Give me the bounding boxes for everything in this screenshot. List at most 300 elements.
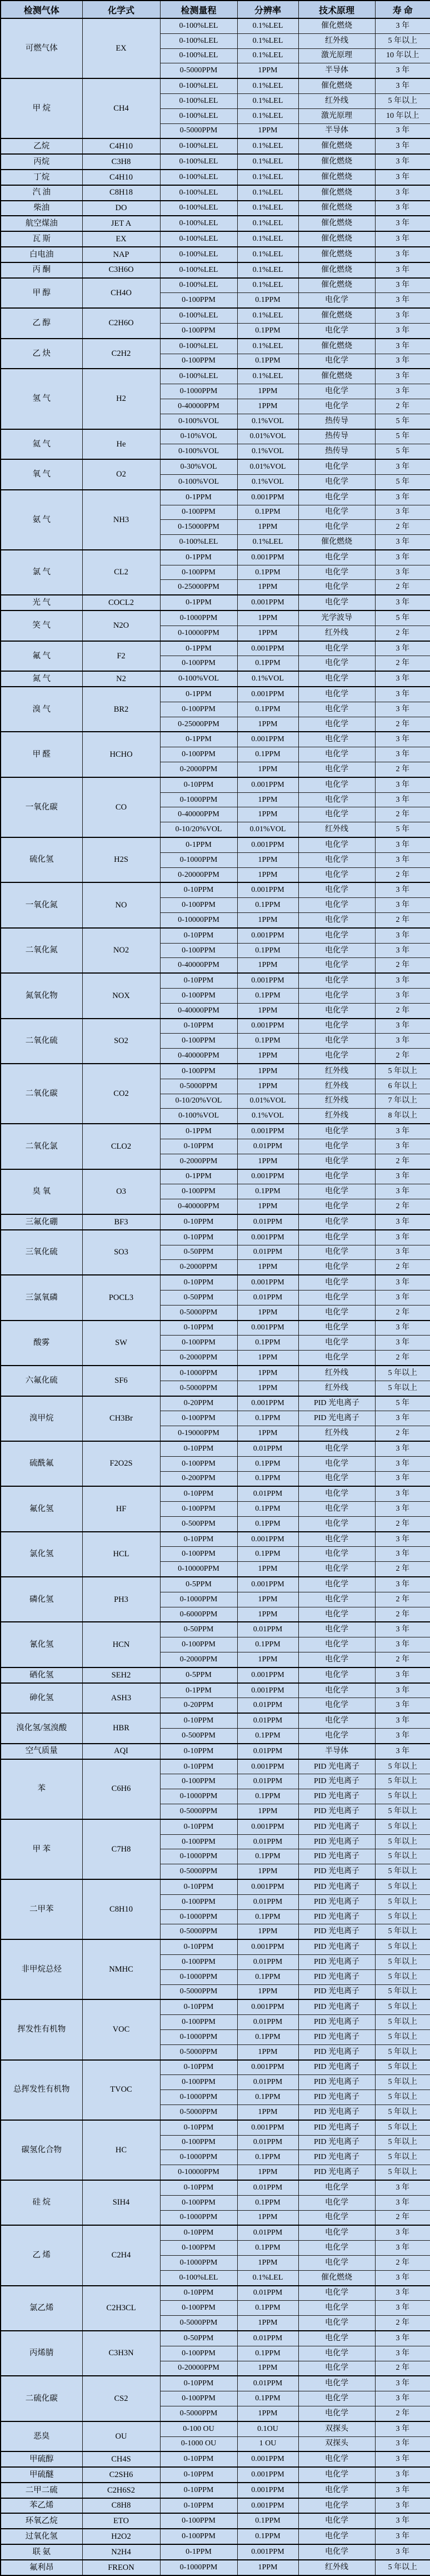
- principle-cell: 电化学: [298, 867, 375, 882]
- resolution-cell: 0.001PPM: [237, 1879, 298, 1894]
- range-cell: 0-100 OU: [160, 2421, 237, 2436]
- gas-group-row: [1, 1759, 430, 1774]
- resolution-cell: 1PPM: [237, 913, 298, 928]
- range-cell: 0-100%LEL: [160, 308, 237, 323]
- range-cell: 0-100PPM: [160, 2195, 237, 2210]
- principle-cell: 电化学: [298, 1729, 375, 1744]
- formula-cell: CO2: [82, 1064, 160, 1124]
- range-cell: 0-5000PPM: [160, 63, 237, 78]
- range-cell: 0-100%LEL: [160, 201, 237, 216]
- resolution-cell: 0.001PPM: [237, 641, 298, 656]
- range-cell: 0-10PPM: [160, 1230, 237, 1245]
- range-cell: 0-40000PPM: [160, 958, 237, 973]
- lifespan-cell: 3 年: [375, 973, 430, 988]
- resolution-cell: 0.1%LEL: [237, 216, 298, 231]
- gas-name-cell: 二甲二硫: [1, 2483, 82, 2498]
- range-cell: 0-50PPM: [160, 2331, 237, 2346]
- range-cell: 0-1PPM: [160, 595, 237, 611]
- range-cell: 0-100%LEL: [160, 535, 237, 550]
- resolution-cell: 0.1PPM: [237, 898, 298, 913]
- formula-cell: HBR: [82, 1713, 160, 1744]
- principle-cell: 电化学: [298, 656, 375, 671]
- resolution-cell: 1PPM: [237, 867, 298, 882]
- range-cell: 0-20PPM: [160, 1698, 237, 1713]
- lifespan-cell: 3 年: [375, 852, 430, 867]
- resolution-cell: 0.01PPM: [237, 1713, 298, 1728]
- lifespan-cell: 5 年以上: [375, 2165, 430, 2180]
- gas-group-row: [1, 611, 430, 626]
- resolution-cell: 0.1PPM: [237, 2150, 298, 2165]
- range-cell: 0-100PPM: [160, 505, 237, 520]
- lifespan-cell: 2 年: [375, 520, 430, 535]
- principle-cell: 电化学: [298, 1169, 375, 1184]
- resolution-cell: 1PPM: [237, 1652, 298, 1667]
- gas-group-row: [1, 1019, 430, 1034]
- lifespan-cell: 3 年: [375, 882, 430, 897]
- formula-cell: PH3: [82, 1577, 160, 1622]
- formula-cell: HCN: [82, 1622, 160, 1667]
- gas-group-row: [1, 1999, 430, 2014]
- principle-cell: 电化学: [298, 2467, 375, 2483]
- gas-group-row: [1, 973, 430, 988]
- range-cell: 0-10PPM: [160, 973, 237, 988]
- resolution-cell: 0.1%LEL: [237, 138, 298, 154]
- gas-group-row: [1, 2225, 430, 2240]
- range-cell: 0-10PPM: [160, 928, 237, 943]
- range-cell: 0-100PPM: [160, 1184, 237, 1199]
- resolution-cell: 1PPM: [237, 2165, 298, 2180]
- resolution-cell: 0.01PPM: [237, 1698, 298, 1713]
- lifespan-cell: 5 年以上: [375, 2015, 430, 2030]
- resolution-cell: 0.1PPM: [237, 2241, 298, 2256]
- range-cell: 0-1000PPM: [160, 1849, 237, 1864]
- gas-name-cell: 二甲苯: [1, 1879, 82, 1939]
- resolution-cell: 0.1%LEL: [237, 308, 298, 323]
- range-cell: 0-25000PPM: [160, 717, 237, 732]
- resolution-cell: 0.001PPM: [237, 1169, 298, 1184]
- lifespan-cell: 2 年: [375, 2406, 430, 2421]
- lifespan-cell: 5 年以上: [375, 1774, 430, 1789]
- lifespan-cell: 3 年: [375, 2301, 430, 2316]
- resolution-cell: 0.1PPM: [237, 1034, 298, 1049]
- principle-cell: 电化学: [298, 2331, 375, 2346]
- principle-cell: 电化学: [298, 2210, 375, 2225]
- principle-cell: 电化学: [298, 1592, 375, 1607]
- range-cell: 0-1000PPM: [160, 384, 237, 399]
- principle-cell: 催化燃烧: [298, 78, 375, 93]
- lifespan-cell: 3 年: [375, 2544, 430, 2560]
- lifespan-cell: 2 年: [375, 1562, 430, 1577]
- lifespan-cell: 8 年以上: [375, 1109, 430, 1124]
- lifespan-cell: 3 年: [375, 535, 430, 550]
- principle-cell: 激光原理: [298, 48, 375, 63]
- resolution-cell: 0.001PPM: [237, 1275, 298, 1290]
- range-cell: 0-1PPM: [160, 837, 237, 852]
- range-cell: 0-10/20%VOL: [160, 1094, 237, 1109]
- lifespan-cell: 3 年: [375, 216, 430, 231]
- lifespan-cell: 5 年以上: [375, 1909, 430, 1924]
- principle-cell: 电化学: [298, 490, 375, 505]
- range-cell: 0-20000PPM: [160, 867, 237, 882]
- range-cell: 0-100PPM: [160, 1894, 237, 1909]
- resolution-cell: 0.1%VOL: [237, 414, 298, 429]
- gas-name-cell: 硅 烷: [1, 2180, 82, 2225]
- lifespan-cell: 5 年以上: [375, 2560, 430, 2575]
- resolution-cell: 0.001PPM: [237, 1667, 298, 1683]
- range-cell: 0-5000PPM: [160, 2044, 237, 2059]
- principle-cell: 电化学: [298, 1336, 375, 1351]
- range-cell: 0-100PPM: [160, 565, 237, 580]
- principle-cell: 电化学: [298, 973, 375, 988]
- range-cell: 0-50PPM: [160, 1622, 237, 1637]
- range-cell: 0-10PPM: [160, 1713, 237, 1728]
- gas-name-cell: 溴甲烷: [1, 1396, 82, 1441]
- range-cell: 0-10000PPM: [160, 1562, 237, 1577]
- gas-name-cell: 臭 氧: [1, 1169, 82, 1214]
- resolution-cell: 0.001PPM: [237, 2060, 298, 2075]
- gas-group-row: [1, 1744, 430, 1759]
- header-formula: 化学式: [82, 1, 160, 18]
- principle-cell: PID 光电离子: [298, 2165, 375, 2180]
- range-cell: 0-1000PPM: [160, 2090, 237, 2105]
- lifespan-cell: 2 年: [375, 1592, 430, 1607]
- gas-group-row: [1, 1230, 430, 1245]
- resolution-cell: 0.001PPM: [237, 882, 298, 897]
- range-cell: 0-1PPM: [160, 1683, 237, 1698]
- principle-cell: PID 光电离子: [298, 1969, 375, 1984]
- principle-cell: 红外线: [298, 1366, 375, 1381]
- resolution-cell: 0.01PPM: [237, 2376, 298, 2391]
- resolution-cell: 0.1PPM: [237, 989, 298, 1004]
- resolution-cell: 0.001PPM: [237, 2120, 298, 2135]
- lifespan-cell: 2 年: [375, 2210, 430, 2225]
- resolution-cell: 1PPM: [237, 2406, 298, 2421]
- range-cell: 0-100%VOL: [160, 414, 237, 429]
- resolution-cell: 0.1PPM: [237, 1969, 298, 1984]
- principle-cell: 电化学: [298, 505, 375, 520]
- lifespan-cell: 3 年: [375, 18, 430, 33]
- resolution-cell: 1PPM: [237, 1607, 298, 1622]
- range-cell: 0-100PPM: [160, 702, 237, 717]
- principle-cell: 电化学: [298, 837, 375, 852]
- range-cell: 0-100%LEL: [160, 262, 237, 278]
- principle-cell: PID 光电离子: [298, 1774, 375, 1789]
- lifespan-cell: 3 年: [375, 2513, 430, 2529]
- lifespan-cell: 3 年: [375, 2331, 430, 2346]
- resolution-cell: 0.001PPM: [237, 595, 298, 611]
- lifespan-cell: 2 年: [375, 1426, 430, 1441]
- range-cell: 0-40000PPM: [160, 1199, 237, 1214]
- formula-cell: POCL3: [82, 1275, 160, 1320]
- lifespan-cell: 5 年: [375, 429, 430, 444]
- principle-cell: PID 光电离子: [298, 2015, 375, 2030]
- resolution-cell: 0.001PPM: [237, 1683, 298, 1698]
- principle-cell: PID 光电离子: [298, 2029, 375, 2044]
- principle-cell: PID 光电离子: [298, 1984, 375, 1999]
- resolution-cell: 1PPM: [237, 1351, 298, 1366]
- resolution-cell: 1PPM: [237, 2210, 298, 2225]
- principle-cell: 催化燃烧: [298, 201, 375, 216]
- gas-name-cell: 氢 气: [1, 369, 82, 429]
- principle-cell: 电化学: [298, 1230, 375, 1245]
- lifespan-cell: 2 年: [375, 1516, 430, 1531]
- range-cell: 0-1000PPM: [160, 792, 237, 807]
- gas-group-row: [1, 2331, 430, 2346]
- principle-cell: 电化学: [298, 459, 375, 474]
- lifespan-cell: 3 年: [375, 154, 430, 170]
- range-cell: 0-50PPM: [160, 1290, 237, 1305]
- gas-group-row: [1, 1441, 430, 1456]
- gas-name-cell: 光 气: [1, 595, 82, 611]
- lifespan-cell: 3 年: [375, 1729, 430, 1744]
- resolution-cell: 0.001PPM: [237, 1577, 298, 1592]
- lifespan-cell: 3 年: [375, 1667, 430, 1683]
- formula-cell: CS2: [82, 2376, 160, 2421]
- range-cell: 0-10PPM: [160, 1744, 237, 1759]
- principle-cell: 催化燃烧: [298, 2270, 375, 2285]
- resolution-cell: 0.001PPM: [237, 2544, 298, 2560]
- lifespan-cell: 3 年: [375, 490, 430, 505]
- lifespan-cell: 3 年: [375, 641, 430, 656]
- principle-cell: 电化学: [298, 1637, 375, 1652]
- formula-cell: C3H3N: [82, 2331, 160, 2376]
- range-cell: 0-100PPM: [160, 1502, 237, 1517]
- lifespan-cell: 3 年: [375, 2241, 430, 2256]
- formula-cell: AQI: [82, 1744, 160, 1759]
- formula-cell: C2H4: [82, 2225, 160, 2285]
- gas-group-row: [1, 429, 430, 444]
- range-cell: 0-100%LEL: [160, 339, 237, 354]
- gas-name-cell: 笑 气: [1, 611, 82, 641]
- range-cell: 0-19000PPM: [160, 1426, 237, 1441]
- principle-cell: PID 光电离子: [298, 1909, 375, 1924]
- range-cell: 0-100%LEL: [160, 154, 237, 170]
- principle-cell: PID 光电离子: [298, 2090, 375, 2105]
- gas-group-row: [1, 1396, 430, 1411]
- principle-cell: 电化学: [298, 1547, 375, 1562]
- gas-group-row: [1, 2451, 430, 2467]
- range-cell: 0-10PPM: [160, 2376, 237, 2391]
- lifespan-cell: 3 年: [375, 247, 430, 262]
- resolution-cell: 1PPM: [237, 580, 298, 595]
- lifespan-cell: 3 年: [375, 1321, 430, 1336]
- resolution-cell: 1PPM: [237, 1079, 298, 1094]
- lifespan-cell: 3 年: [375, 1713, 430, 1728]
- gas-group-row: [1, 459, 430, 474]
- gas-name-cell: 硒化氢: [1, 1667, 82, 1683]
- gas-group-row: [1, 369, 430, 384]
- resolution-cell: 0.1PPM: [237, 702, 298, 717]
- lifespan-cell: 2 年: [375, 1260, 430, 1275]
- principle-cell: 催化燃烧: [298, 170, 375, 185]
- lifespan-cell: 3 年: [375, 354, 430, 369]
- principle-cell: PID 光电离子: [298, 1759, 375, 1774]
- principle-cell: 电化学: [298, 550, 375, 565]
- principle-cell: 电化学: [298, 687, 375, 702]
- formula-cell: JET A: [82, 216, 160, 231]
- range-cell: 0-10PPM: [160, 1939, 237, 1954]
- principle-cell: PID 光电离子: [298, 2075, 375, 2090]
- resolution-cell: 0.1%VOL: [237, 474, 298, 489]
- principle-cell: 电化学: [298, 1622, 375, 1637]
- resolution-cell: 0.1%LEL: [237, 108, 298, 123]
- range-cell: 0-100PPM: [160, 2241, 237, 2256]
- lifespan-cell: 3 年: [375, 702, 430, 717]
- gas-group-row: [1, 2467, 430, 2483]
- gas-group-row: [1, 1622, 430, 1637]
- principle-cell: 热传导: [298, 414, 375, 429]
- formula-cell: C2H2: [82, 339, 160, 369]
- lifespan-cell: 3 年: [375, 1214, 430, 1230]
- resolution-cell: 1PPM: [237, 1804, 298, 1819]
- principle-cell: 电化学: [298, 882, 375, 897]
- range-cell: 0-100PPM: [160, 2529, 237, 2544]
- gas-group-row: [1, 1532, 430, 1547]
- resolution-cell: 1PPM: [237, 1864, 298, 1879]
- lifespan-cell: 2 年: [375, 626, 430, 641]
- principle-cell: 红外线: [298, 93, 375, 108]
- resolution-cell: 0.1PPM: [237, 2195, 298, 2210]
- range-cell: 0-100%LEL: [160, 108, 237, 123]
- resolution-cell: 0.1PPM: [237, 354, 298, 369]
- range-cell: 0-100PPM: [160, 1064, 237, 1079]
- range-cell: 0-100%LEL: [160, 231, 237, 247]
- resolution-cell: 0.1PPM: [237, 2513, 298, 2529]
- range-cell: 0-10PPM: [160, 2451, 237, 2467]
- gas-name-cell: 二氧化硫: [1, 1019, 82, 1064]
- principle-cell: 电化学: [298, 384, 375, 399]
- range-cell: 0-10PPM: [160, 1321, 237, 1336]
- gas-group-row: [1, 262, 430, 278]
- principle-cell: 电化学: [298, 1019, 375, 1034]
- lifespan-cell: 2 年: [375, 762, 430, 777]
- gas-group-row: [1, 2421, 430, 2436]
- principle-cell: 电化学: [298, 717, 375, 732]
- range-cell: 0-10PPM: [160, 1532, 237, 1547]
- lifespan-cell: 3 年: [375, 278, 430, 293]
- lifespan-cell: 5 年以上: [375, 2105, 430, 2120]
- gas-name-cell: 丁烷: [1, 170, 82, 185]
- formula-cell: He: [82, 429, 160, 460]
- lifespan-cell: 3 年: [375, 123, 430, 138]
- gas-group-row: [1, 2120, 430, 2135]
- formula-cell: H2: [82, 369, 160, 429]
- formula-cell: NOX: [82, 973, 160, 1018]
- gas-name-cell: 恶臭: [1, 2421, 82, 2452]
- formula-cell: ETO: [82, 2513, 160, 2529]
- principle-cell: 电化学: [298, 958, 375, 973]
- principle-cell: 双探头: [298, 2436, 375, 2451]
- formula-cell: HF: [82, 1486, 160, 1531]
- lifespan-cell: 3 年: [375, 201, 430, 216]
- principle-cell: 催化燃烧: [298, 216, 375, 231]
- range-cell: 0-5000PPM: [160, 1924, 237, 1939]
- lifespan-cell: 2 年: [375, 717, 430, 732]
- lifespan-cell: 3 年: [375, 78, 430, 93]
- gas-name-cell: 乙 炔: [1, 339, 82, 369]
- resolution-cell: 1PPM: [237, 626, 298, 641]
- gas-group-row: [1, 1879, 430, 1894]
- lifespan-cell: 2 年: [375, 867, 430, 882]
- principle-cell: 电化学: [298, 792, 375, 807]
- resolution-cell: 0.1PPM: [237, 1729, 298, 1744]
- lifespan-cell: 5 年以上: [375, 2150, 430, 2165]
- resolution-cell: 1PPM: [237, 1592, 298, 1607]
- resolution-cell: 0.01PPM: [237, 1744, 298, 1759]
- principle-cell: 半导体: [298, 63, 375, 78]
- lifespan-cell: 3 年: [375, 1683, 430, 1698]
- resolution-cell: 0.1PPM: [237, 1456, 298, 1471]
- range-cell: 0-100PPM: [160, 656, 237, 671]
- gas-group-row: [1, 687, 430, 702]
- resolution-cell: 0.01PPM: [237, 1774, 298, 1789]
- lifespan-cell: 2 年: [375, 1607, 430, 1622]
- lifespan-cell: 5 年以上: [375, 1366, 430, 1381]
- lifespan-cell: 3 年: [375, 1486, 430, 1501]
- gas-name-cell: 三氟化硼: [1, 1214, 82, 1230]
- principle-cell: 催化燃烧: [298, 308, 375, 323]
- principle-cell: PID 光电离子: [298, 2120, 375, 2135]
- resolution-cell: 1PPM: [237, 1924, 298, 1939]
- resolution-cell: 0.1PPM: [237, 2391, 298, 2406]
- principle-cell: 电化学: [298, 1305, 375, 1320]
- lifespan-cell: 5 年以上: [375, 1924, 430, 1939]
- resolution-cell: 0.1%LEL: [237, 185, 298, 201]
- principle-cell: 电化学: [298, 2483, 375, 2498]
- formula-cell: COCL2: [82, 595, 160, 611]
- resolution-cell: 0.01PPM: [237, 1441, 298, 1456]
- range-cell: 0-100PPM: [160, 2391, 237, 2406]
- range-cell: 0-1PPM: [160, 550, 237, 565]
- principle-cell: 电化学: [298, 2316, 375, 2331]
- lifespan-cell: 3 年: [375, 1744, 430, 1759]
- principle-cell: 电化学: [298, 1260, 375, 1275]
- gas-name-cell: 甲硫醚: [1, 2467, 82, 2483]
- gas-name-cell: 丙 酮: [1, 262, 82, 278]
- lifespan-cell: 3 年: [375, 2286, 430, 2301]
- resolution-cell: 0.1%LEL: [237, 2270, 298, 2285]
- gas-name-cell: 氨 气: [1, 490, 82, 550]
- range-cell: 0-10PPM: [160, 882, 237, 897]
- gas-name-cell: 三氯氧磷: [1, 1275, 82, 1320]
- lifespan-cell: 5 年以上: [375, 1064, 430, 1079]
- lifespan-cell: 6 年以上: [375, 1079, 430, 1094]
- gas-group-row: [1, 1683, 430, 1698]
- resolution-cell: 0.01PPM: [237, 1955, 298, 1970]
- gas-name-cell: 酸雾: [1, 1321, 82, 1366]
- principle-cell: 红外线: [298, 1426, 375, 1441]
- lifespan-cell: 2 年: [375, 807, 430, 822]
- range-cell: 0-10PPM: [160, 1441, 237, 1456]
- resolution-cell: 0.001PPM: [237, 687, 298, 702]
- range-cell: 0-2000PPM: [160, 1154, 237, 1169]
- principle-cell: PID 光电离子: [298, 1955, 375, 1970]
- resolution-cell: 0.01PPM: [237, 1622, 298, 1637]
- formula-cell: CO: [82, 777, 160, 837]
- header-principle: 技术原理: [298, 1, 375, 18]
- range-cell: 0-1000PPM: [160, 2255, 237, 2270]
- principle-cell: 电化学: [298, 762, 375, 777]
- gas-name-cell: 苯: [1, 1759, 82, 1819]
- resolution-cell: 0.1PPM: [237, 1849, 298, 1864]
- table-body: [1, 18, 430, 2575]
- principle-cell: 电化学: [298, 1351, 375, 1366]
- gas-name-cell: 白电油: [1, 247, 82, 262]
- gas-name-cell: 三氧化硫: [1, 1230, 82, 1275]
- resolution-cell: 0.1PPM: [237, 1471, 298, 1486]
- gas-group-row: [1, 1169, 430, 1184]
- lifespan-cell: 5 年: [375, 611, 430, 626]
